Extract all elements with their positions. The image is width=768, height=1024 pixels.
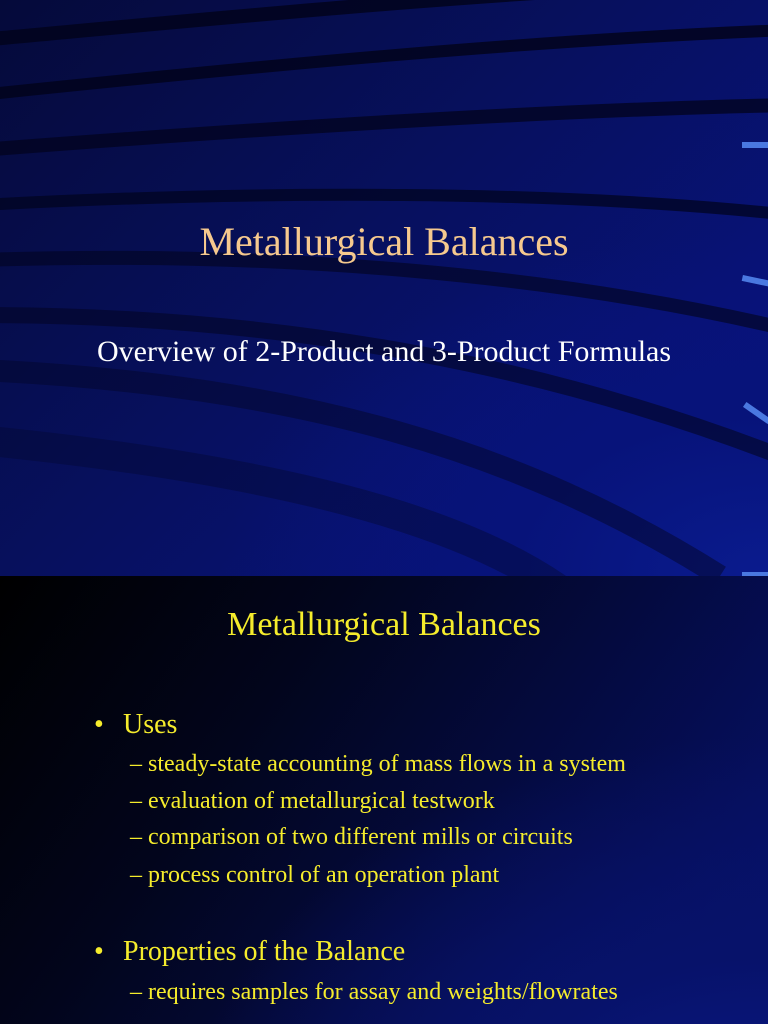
slide-title: Metallurgical Balances: [199, 219, 569, 264]
sub-bullet-item: – steady-state accounting of mass flows in a system: [130, 751, 626, 777]
slide-subtitle: Overview of 2-Product and 3-Product Formulas: [96, 335, 672, 368]
bullet-item: [94, 708, 177, 742]
bullet-glyph: •: [94, 709, 104, 740]
sub-bullet-item: – requires samples for assay and weights/flowrates: [130, 979, 618, 1005]
sub-bullet-item: – process control of an operation plant: [130, 862, 500, 888]
bullet-item: [94, 935, 405, 969]
sub-bullet-item: – comparison of two different mills or circuits: [130, 824, 573, 850]
bullet-glyph: •: [94, 936, 104, 967]
bullet-text: Uses: [123, 709, 178, 740]
bullet-list: [0, 576, 768, 1024]
sub-bullet-item: – evaluation of metallurgical testwork: [130, 788, 495, 814]
bullet-text: Properties of the Balance: [123, 936, 406, 967]
edge-accent-mark: [742, 142, 768, 148]
slide-title: Metallurgical Balances: [227, 606, 541, 643]
slide-2[interactable]: [0, 576, 768, 1024]
